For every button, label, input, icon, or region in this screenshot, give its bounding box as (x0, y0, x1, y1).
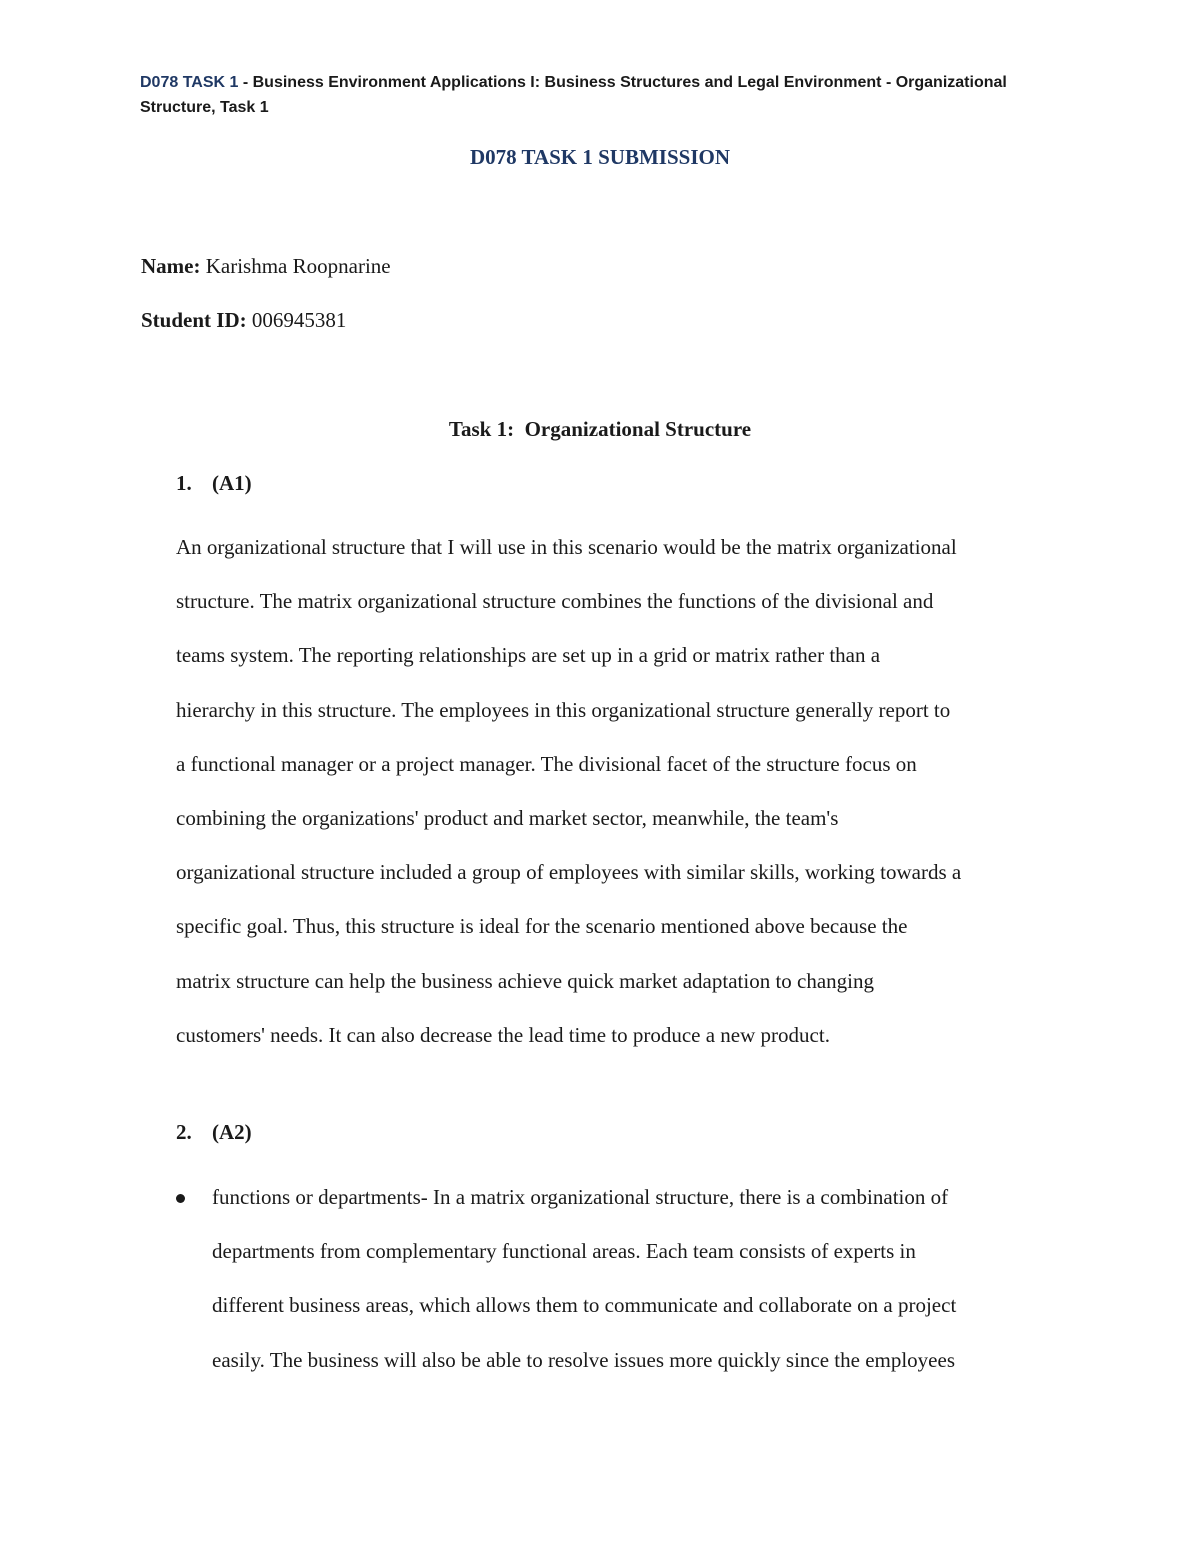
task-heading: Task 1: Organizational Structure (448, 417, 752, 441)
paragraph-line: An organizational structure that I will use in this scenario would be the matrix organizational (176, 535, 957, 559)
student-id-value: 006945381 (251, 308, 347, 332)
header-course-title: - Business Environment Applications I: Business Structures and Legal Environment - Organizational Structure, Task 1 (140, 74, 1007, 116)
bullet-line: departments from complementary functional areas. Each team consists of experts in (212, 1239, 916, 1264)
bullet-icon (176, 1194, 185, 1203)
section-heading-a1 (176, 471, 252, 496)
bullet-text (212, 1170, 1072, 1387)
student-id-label: Student ID: (141, 308, 247, 332)
paragraph-line: organizational structure included a group of employees with similar skills, working towards a (176, 860, 962, 885)
paragraph-line: a functional manager or a project manager. The divisional facet of the structure focus on (176, 751, 917, 776)
section-number-a1: 1. (176, 471, 192, 495)
bullet-line: different business areas, which allows them to communicate and collaborate on a project (212, 1293, 957, 1318)
student-name-value: Karishma Roopnarine (205, 254, 391, 278)
paragraph-line: matrix structure can help the business achieve quick market adaptation to changing (176, 968, 875, 993)
paragraph-line: combining the organizations' product and market sector, meanwhile, the team's (176, 806, 839, 831)
a1-paragraph (176, 520, 1066, 1062)
paragraph-line: hierarchy in this structure. The employees in this organizational structure generally report to (176, 697, 951, 722)
paragraph-line: customers' needs. It can also decrease the lead time to produce a new product. (176, 1022, 830, 1047)
running-header (140, 70, 1060, 120)
student-id-field (141, 308, 346, 333)
section-number-a2: 2. (176, 1120, 192, 1144)
bullet-line: functions or departments- In a matrix organizational structure, there is a combination of (212, 1185, 949, 1209)
paragraph-line: specific goal. Thus, this structure is ideal for the scenario mentioned above because the (176, 914, 908, 939)
section-heading-a2 (176, 1120, 252, 1145)
paragraph-line: teams system. The reporting relationships are set up in a grid or matrix rather than a (176, 643, 881, 668)
section-label-a2: (A2) (212, 1120, 252, 1144)
student-name-label: Name: (141, 254, 201, 278)
paragraph-line: structure. The matrix organizational structure combines the functions of the divisional and (176, 589, 934, 614)
document-title: D078 TASK 1 SUBMISSION (469, 145, 731, 169)
header-course-code: D078 TASK 1 (140, 74, 239, 91)
section-label-a1: (A1) (212, 471, 252, 495)
bullet-line: easily. The business will also be able to resolve issues more quickly since the employees (212, 1347, 955, 1372)
student-name-field (141, 254, 391, 279)
